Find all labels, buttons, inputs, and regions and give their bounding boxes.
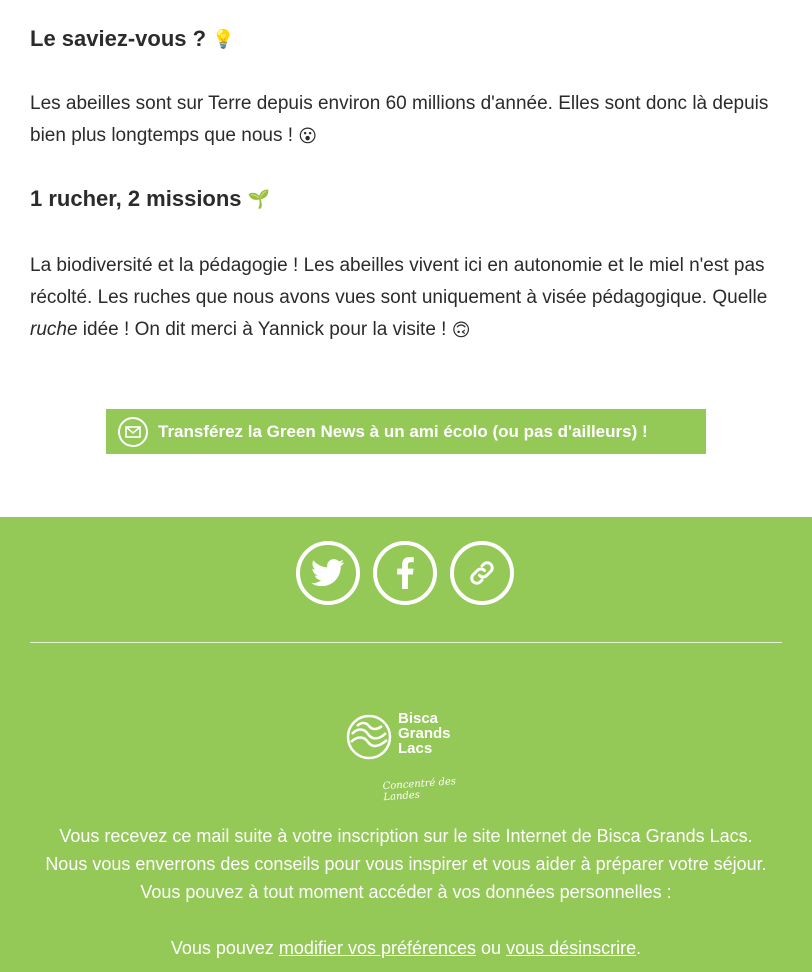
legal-line1: Vous recevez ce mail suite à votre inscription sur le site Internet de Bisca Grands Lacs. (59, 826, 753, 846)
did-you-know-paragraph (30, 88, 782, 152)
forward-newsletter-button[interactable] (106, 409, 706, 454)
legal-or: ou (481, 938, 502, 958)
unsubscribe-link[interactable]: vous désinscrire (506, 938, 637, 958)
logo-line1: Bisca (398, 710, 439, 727)
legal-prefix: Vous pouvez (170, 938, 274, 958)
missions-text-part1: La biodiversité et la pédagogie ! Les abeilles vivent ici en autonomie et le miel n'est pas récolté. Les ruches que nous avons vues sont uniquement à visée pédagogique. Quelle (30, 255, 768, 308)
legal-end: . (636, 938, 642, 958)
legal-spacer (0, 906, 812, 934)
missions-heading (30, 186, 270, 212)
twitter-icon[interactable] (296, 541, 360, 605)
did-you-know-heading (30, 26, 235, 52)
missions-text-part2: idée ! On dit merci à Yannick pour la visite ! (77, 319, 447, 341)
logo-line3: Lacs (398, 740, 433, 757)
logo-wordmark (398, 711, 451, 756)
forward-newsletter-label: Transférez la Green News à un ami écolo (ou pas d'ailleurs) ! (158, 421, 648, 441)
bisca-grands-lacs-logo[interactable] (346, 710, 476, 804)
link-icon[interactable] (450, 541, 514, 605)
missions-title: 1 rucher, 2 missions (30, 186, 242, 211)
legal-line3: Vous pouvez à tout moment accéder à vos données personnelles : (140, 882, 672, 902)
legal-links-line (0, 934, 812, 962)
logo-line2: Grands (398, 725, 451, 742)
social-links (296, 541, 514, 605)
did-you-know-title: Le saviez-vous ? (30, 26, 207, 51)
mail-icon (118, 417, 148, 447)
footer (0, 517, 812, 972)
logo-tagline: Concentré des Landes (382, 776, 457, 804)
seedling-icon: 🌱 (247, 188, 270, 209)
legal-notice (0, 822, 812, 962)
lightbulb-icon: 💡 (212, 28, 235, 49)
upside-down-face-icon: 🙃 (451, 320, 471, 340)
waves-logo-icon (346, 712, 394, 762)
modify-preferences-link[interactable]: modifier vos préférences (278, 938, 477, 958)
missions-text-italic: ruche (30, 319, 78, 341)
footer-divider (30, 642, 782, 643)
facebook-icon[interactable] (373, 541, 437, 605)
did-you-know-text: Les abeilles sont sur Terre depuis environ 60 millions d'année. Elles sont donc là depuis bien plus longtemps que nous ! (30, 93, 769, 147)
missions-paragraph (30, 250, 782, 346)
surprised-face-icon: 😮 (298, 126, 318, 146)
legal-line2: Nous vous enverrons des conseils pour vous inspirer et vous aider à préparer votre séjour. (45, 854, 767, 874)
